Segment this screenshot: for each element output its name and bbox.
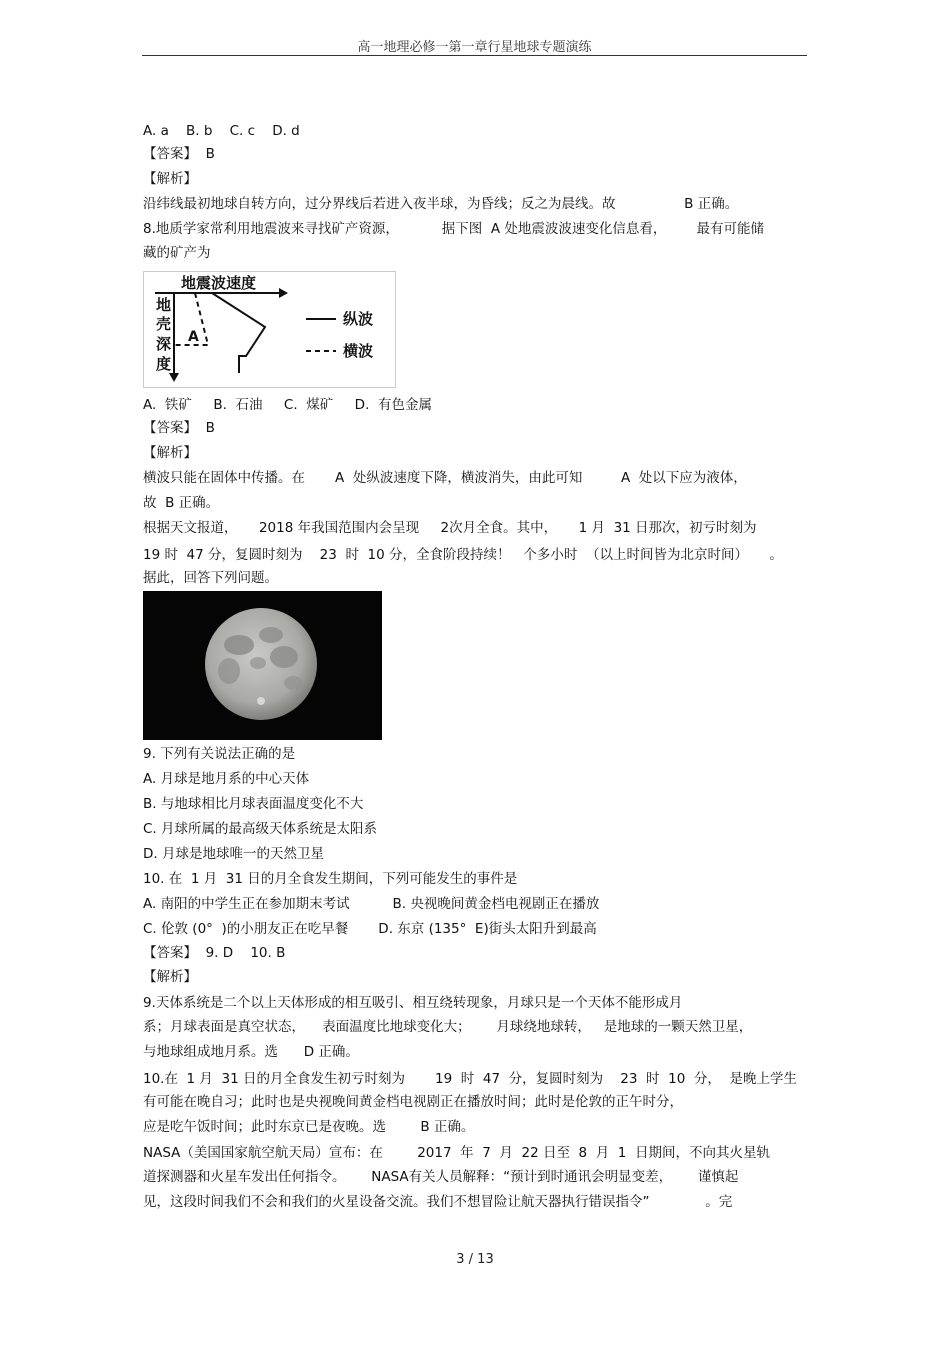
text-line-l19: D. 月球是地球唯一的天然卫星 bbox=[143, 846, 324, 862]
legend-p-wave-label: 纵波 bbox=[343, 310, 374, 328]
text-line-l2: 【答案】 B bbox=[143, 146, 215, 162]
text-line-l15: 9. 下列有关说法正确的是 bbox=[143, 746, 296, 762]
text-line-l22: C. 伦敦 (0° )的小朋友正在吃早餐 D. 东京 (135° E)街头太阳升到最高 bbox=[143, 921, 597, 937]
text-line-l11: 故 B 正确。 bbox=[143, 495, 220, 511]
page-header: 高一地理必修一第一章行星地球专题演练 bbox=[357, 40, 592, 55]
text-line-l13: 19 时 47 分，复圆时刻为 23 时 10 分，全食阶段持续！ 个多小时 （以上时间皆为北京时间） 。 bbox=[143, 547, 783, 563]
header-rule bbox=[142, 55, 807, 56]
text-line-l29: 有可能在晚自习；此时也是央视晚间黄金档电视剧正在播放时间；此时是伦敦的正午时分， bbox=[143, 1094, 683, 1110]
text-line-l28: 10.在 1 月 31 日的月全食发生初亏时刻为 19 时 47 分，复圆时刻为 23 时 10 分， 是晚上学生 bbox=[143, 1071, 797, 1087]
full-moon-photo bbox=[143, 591, 382, 740]
text-line-l4: 沿纬线最初地球自转方向，过分界线后若进入夜半球，为昏线；反之为晨线。故 B 正确。 bbox=[143, 196, 739, 212]
text-line-l25: 9.天体系统是二个以上天体形成的相互吸引、相互绕转现象，月球只是一个天体不能形成月 bbox=[143, 995, 683, 1011]
depth-label-char-3: 深 bbox=[156, 335, 172, 353]
text-line-l9: 【解析】 bbox=[143, 445, 197, 461]
text-line-l18: C. 月球所属的最高级天体系统是太阳系 bbox=[143, 821, 378, 837]
text-line-l5: 8.地质学家常利用地震波来寻找矿产资源， 据下图 A 处地震波波速变化信息看， 最有可能储 bbox=[143, 221, 764, 237]
text-line-l30: 应是吃午饭时间；此时东京已是夜晚。选 B 正确。 bbox=[143, 1119, 475, 1135]
depth-label-char-4: 度 bbox=[156, 355, 172, 373]
text-line-l20: 10. 在 1 月 31 日的月全食发生期间，下列可能发生的事件是 bbox=[143, 871, 518, 887]
seismic-figure-title: 地震波速度 bbox=[181, 274, 257, 292]
depth-label-char-1: 地 bbox=[156, 296, 172, 314]
text-line-l8: 【答案】 B bbox=[143, 420, 215, 436]
text-line-l23: 【答案】 9. D 10. B bbox=[143, 945, 286, 961]
moon-mare bbox=[270, 646, 298, 668]
moon-mare bbox=[259, 627, 283, 643]
seismic-wave-figure bbox=[143, 271, 396, 388]
text-line-l16: A. 月球是地月系的中心天体 bbox=[143, 771, 310, 787]
moon-mare bbox=[250, 657, 266, 669]
text-line-l6: 藏的矿产为 bbox=[143, 245, 211, 261]
point-a-label: A bbox=[188, 329, 199, 345]
moon-mare bbox=[224, 635, 254, 655]
depth-label-char-2: 壳 bbox=[156, 315, 172, 333]
text-line-l31: NASA（美国国家航空航天局）宣布：在 2017 年 7 月 22 日至 8 月 1 日期间，不向其火星轨 bbox=[143, 1145, 770, 1161]
moon-crater bbox=[257, 697, 265, 705]
text-line-l32: 道探测器和火星车发出任何指令。 NASA有关人员解释：“预计到时通讯会明显变差， 谨慎起 bbox=[143, 1169, 739, 1185]
text-line-l27: 与地球组成地月系。选 D 正确。 bbox=[143, 1044, 359, 1060]
text-line-l10: 横波只能在固体中传播。在 A 处纵波速度下降，横波消失，由此可知 A 处以下应为液体， bbox=[143, 470, 747, 486]
text-line-l33: 见，这段时间我们不会和我们的火星设备交流。我们不想冒险让航天器执行错误指令” 。完 bbox=[143, 1194, 733, 1210]
text-line-l17: B. 与地球相比月球表面温度变化不大 bbox=[143, 796, 364, 812]
text-line-l7: A. 铁矿 B. 石油 C. 煤矿 D. 有色金属 bbox=[143, 397, 432, 413]
text-line-l14: 据此，回答下列问题。 bbox=[143, 570, 278, 586]
moon-mare bbox=[284, 676, 302, 690]
page-number: 3 / 13 bbox=[456, 1252, 494, 1267]
text-line-l21: A. 南阳的中学生正在参加期末考试 B. 央视晚间黄金档电视剧正在播放 bbox=[143, 896, 600, 912]
text-line-l24: 【解析】 bbox=[143, 969, 197, 985]
text-line-l12: 根据天文报道， 2018 年我国范围内会呈现 2次月全食。其中， 1 月 31 日那次，初亏时刻为 bbox=[143, 520, 757, 536]
text-line-l3: 【解析】 bbox=[143, 171, 197, 187]
legend-s-wave-label: 横波 bbox=[343, 342, 374, 360]
text-line-l26: 系；月球表面是真空状态， 表面温度比地球变化大； 月球绕地球转， 是地球的一颗天然卫星， bbox=[143, 1019, 753, 1035]
moon-mare bbox=[218, 658, 240, 684]
text-line-l1: A. a B. b C. c D. d bbox=[143, 123, 300, 139]
